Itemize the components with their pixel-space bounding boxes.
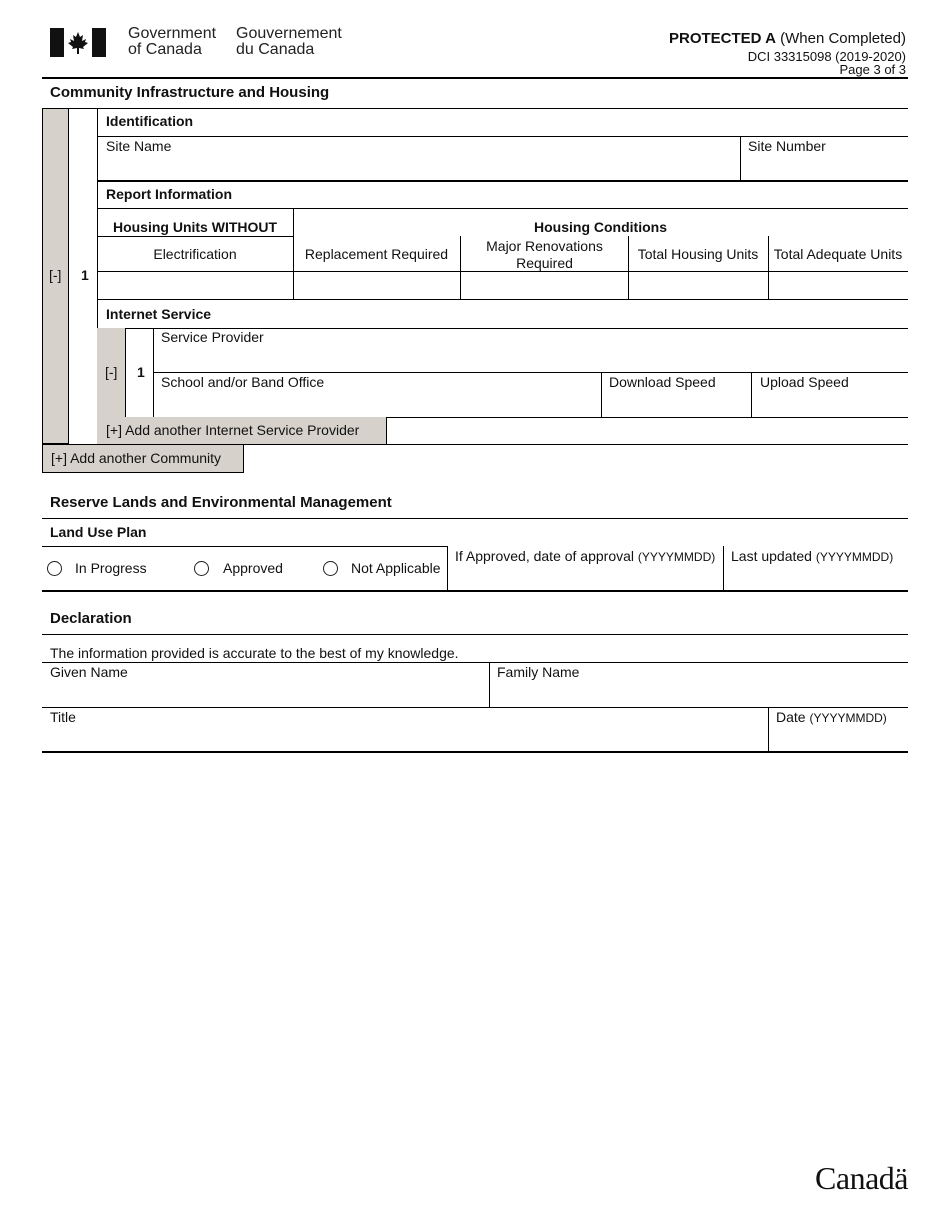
divider bbox=[42, 108, 908, 109]
date-field[interactable] bbox=[769, 708, 908, 751]
title-label: Title bbox=[50, 709, 76, 725]
family-name-label: Family Name bbox=[497, 664, 580, 680]
approved-label: Approved bbox=[223, 560, 283, 576]
divider bbox=[42, 634, 908, 635]
major-renovations-field[interactable] bbox=[461, 272, 627, 298]
housing-conditions-heading: Housing Conditions bbox=[534, 219, 667, 235]
service-provider-label: Service Provider bbox=[161, 329, 264, 345]
service-provider-field[interactable] bbox=[154, 329, 908, 372]
col-total-adequate: Total Adequate Units bbox=[773, 246, 903, 262]
approval-date-label: If Approved, date of approval (YYYYMMDD) bbox=[455, 548, 716, 564]
add-community-button[interactable]: [+] Add another Community bbox=[42, 445, 244, 473]
school-office-label: School and/or Band Office bbox=[161, 374, 325, 390]
report-info-heading: Report Information bbox=[106, 186, 232, 202]
divider bbox=[42, 590, 908, 592]
page-number: Page 3 of 3 bbox=[839, 62, 906, 77]
replacement-required-field[interactable] bbox=[294, 272, 459, 298]
last-updated-field[interactable] bbox=[724, 547, 908, 589]
given-name-label: Given Name bbox=[50, 664, 128, 680]
declaration-statement: The information provided is accurate to the best of my knowledge. bbox=[50, 645, 459, 661]
site-name-field[interactable] bbox=[98, 137, 739, 180]
download-speed-label: Download Speed bbox=[609, 374, 716, 390]
download-speed-field[interactable] bbox=[602, 373, 750, 416]
electrification-field[interactable] bbox=[98, 272, 292, 298]
collapse-isp-button[interactable]: [-] bbox=[105, 364, 118, 380]
family-name-field[interactable] bbox=[490, 663, 908, 706]
gov-fr-name: Gouvernement du Canada bbox=[236, 25, 342, 58]
col-major-renovations: Major Renovations Required bbox=[486, 238, 603, 271]
site-name-label: Site Name bbox=[106, 138, 172, 154]
collapse-community-button[interactable]: [-] bbox=[49, 267, 62, 283]
isp-index: 1 bbox=[137, 364, 145, 380]
col-electrification: Electrification bbox=[153, 246, 237, 262]
divider bbox=[97, 180, 908, 182]
approval-date-field[interactable] bbox=[448, 547, 722, 589]
upload-speed-field[interactable] bbox=[752, 373, 908, 416]
header-rule bbox=[42, 77, 908, 79]
site-number-field[interactable] bbox=[741, 137, 908, 180]
divider bbox=[42, 518, 908, 519]
gov-en-name: Government of Canada bbox=[128, 25, 217, 58]
divider bbox=[97, 208, 908, 209]
title-field[interactable] bbox=[42, 708, 767, 751]
protected-label: PROTECTED A (When Completed) bbox=[668, 30, 906, 47]
total-adequate-units-field[interactable] bbox=[769, 272, 908, 298]
government-flag-logo bbox=[50, 28, 106, 57]
declaration-section-title: Declaration bbox=[50, 610, 132, 627]
site-number-label: Site Number bbox=[748, 138, 826, 154]
divider bbox=[97, 299, 908, 300]
identification-heading: Identification bbox=[106, 113, 194, 129]
not-applicable-label: Not Applicable bbox=[351, 560, 441, 576]
not-applicable-radio[interactable] bbox=[323, 561, 338, 576]
reserve-section-title: Reserve Lands and Environmental Management bbox=[50, 494, 392, 511]
community-index: 1 bbox=[81, 267, 89, 283]
given-name-field[interactable] bbox=[42, 663, 488, 706]
col-replacement: Replacement Required bbox=[304, 246, 449, 262]
community-section-title: Community Infrastructure and Housing bbox=[50, 84, 330, 101]
school-office-field[interactable] bbox=[154, 373, 600, 416]
add-isp-button[interactable]: [+] Add another Internet Service Provider bbox=[97, 417, 387, 444]
canada-wordmark: Canadä bbox=[815, 1160, 908, 1196]
divider bbox=[97, 236, 293, 237]
upload-speed-label: Upload Speed bbox=[760, 374, 849, 390]
approved-radio[interactable] bbox=[194, 561, 209, 576]
last-updated-label: Last updated (YYYYMMDD) bbox=[731, 548, 894, 564]
land-use-plan-label: Land Use Plan bbox=[50, 524, 147, 540]
in-progress-radio[interactable] bbox=[47, 561, 62, 576]
date-label: Date (YYYYMMDD) bbox=[776, 709, 887, 725]
divider bbox=[42, 546, 447, 547]
col-total-housing: Total Housing Units bbox=[637, 246, 759, 262]
housing-without-heading: Housing Units WITHOUT bbox=[112, 219, 278, 235]
internet-service-heading: Internet Service bbox=[106, 306, 212, 322]
in-progress-label: In Progress bbox=[75, 560, 147, 576]
total-housing-units-field[interactable] bbox=[629, 272, 767, 298]
divider bbox=[42, 751, 908, 753]
form-code: DCI 33315098 (2019-2020) bbox=[747, 49, 906, 64]
